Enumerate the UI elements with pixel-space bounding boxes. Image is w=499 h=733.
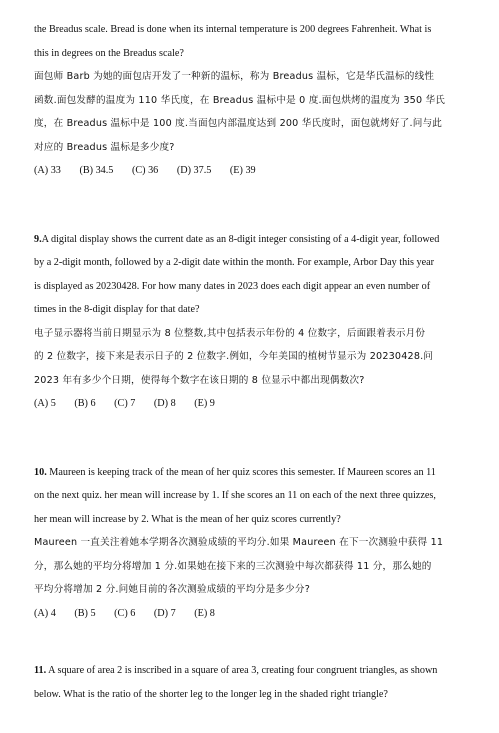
question-8 <box>34 18 465 183</box>
q9-choices <box>34 392 465 416</box>
q9-english-text-1: A digital display shows the current date as an 8-digit integer consisting of a 4-digit year, followed <box>41 233 440 245</box>
q11-number: 11. <box>34 665 47 676</box>
q9-chinese-line-2: 的 2 位数字，接下来是表示日子的 2 位数字.例如，今年美国的植树节显示为 20230428.问 <box>34 351 434 362</box>
q9-number: 9. <box>34 233 42 245</box>
q9-choice-a: (A) 5 <box>34 398 56 409</box>
question-10 <box>34 461 465 626</box>
q10-english-line-1 <box>34 461 465 485</box>
q9-choice-e: (E) 9 <box>194 398 215 409</box>
q8-choice-e: (E) 39 <box>229 165 256 176</box>
q8-english-line-2: this in degrees on the Breadus scale? <box>34 47 184 59</box>
q9-english-line-4: times in the 8-digit display for that date? <box>34 304 200 315</box>
q10-english-line-3: her mean will increase by 2. What is the mean of her quiz scores currently? <box>34 513 341 525</box>
q10-chinese-line-1: Maureen 一直关注着她本学期各次测验成绩的平均分.如果 Maureen 在下一次测验中获得 11 <box>34 537 444 548</box>
q10-chinese-line-3: 平均分将增加 2 分.问她目前的各次测验成绩的平均分是多少分? <box>34 584 310 595</box>
q9-choice-b: (B) 6 <box>74 398 96 409</box>
question-11 <box>34 659 465 706</box>
q8-choice-a: (A) 33 <box>34 165 61 176</box>
q10-choice-a: (A) 4 <box>34 607 56 619</box>
q10-choice-d: (D) 7 <box>153 607 176 619</box>
q10-english-line-2: on the next quiz. her mean will increase by 1. If she scores an 11 on each of the next three quizzes, <box>34 490 436 501</box>
q8-choice-d: (D) 37.5 <box>176 165 212 176</box>
q8-chinese-line-3: 度，在 Breadus 温标中是 100 度.当面包内部温度达到 200 华氏度时，面包就烤好了.问与此 <box>34 118 443 129</box>
q9-chinese-line-3: 2023 年有多少个日期，使得每个数字在该日期的 8 位显示中都出现偶数次? <box>34 374 365 386</box>
q11-english-text-1: A square of area 2 is inscribed in a square of area 3, creating four congruent triangles, as shown <box>48 665 438 676</box>
spacer <box>34 416 465 461</box>
spacer <box>34 183 465 228</box>
q10-choice-c: (C) 6 <box>114 607 136 619</box>
q9-english-line-3: is displayed as 20230428. For how many dates in 2023 does each digit appear an even number of <box>34 280 431 292</box>
q10-english-text-1: Maureen is keeping track of the mean of her quiz scores this semester. If Maureen scores an 11 <box>49 466 436 478</box>
q9-choice-c: (C) 7 <box>114 398 136 409</box>
q11-english-line-2: below. What is the ratio of the shorter leg to the longer leg in the shaded right triangle? <box>34 688 388 700</box>
q9-chinese-line-1: 电子显示器将当前日期显示为 8 位整数,其中包括表示年份的 4 位数字，后面跟着表示月份 <box>34 327 426 339</box>
q8-chinese-line-1: 面包师 Barb 为她的面包店开发了一种新的温标，称为 Breadus 温标，它是华氏温标的线性 <box>34 71 435 82</box>
question-9 <box>34 228 465 416</box>
q8-chinese-line-2: 函数.面包发酵的温度为 110 华氏度，在 Breadus 温标中是 0 度.面包烘烤的温度为 350 华氏 <box>34 94 446 106</box>
q8-choice-b: (B) 34.5 <box>79 165 114 176</box>
q8-english-line-1: the Breadus scale. Bread is done when its internal temperature is 200 degrees Fahrenheit. What is <box>34 24 432 35</box>
q9-choice-d: (D) 8 <box>153 398 176 409</box>
q9-english-line-1 <box>34 228 465 252</box>
q10-number: 10. <box>34 466 47 478</box>
q10-choice-e: (E) 8 <box>194 607 215 619</box>
q8-chinese-line-4: 对应的 Breadus 温标是多少度? <box>34 141 175 153</box>
q11-english-line-1 <box>34 659 465 683</box>
q8-choice-c: (C) 36 <box>131 165 159 176</box>
q10-choices <box>34 602 465 626</box>
q10-chinese-line-2: 分，那么她的平均分将增加 1 分.如果她在接下来的三次测验中每次都获得 11 分，那么她的 <box>34 560 432 572</box>
q8-choices <box>34 159 465 183</box>
q10-choice-b: (B) 5 <box>74 607 96 619</box>
q9-english-line-2: by a 2-digit month, followed by a 2-digit date within the month. For example, Arbor Day this year <box>34 257 435 268</box>
